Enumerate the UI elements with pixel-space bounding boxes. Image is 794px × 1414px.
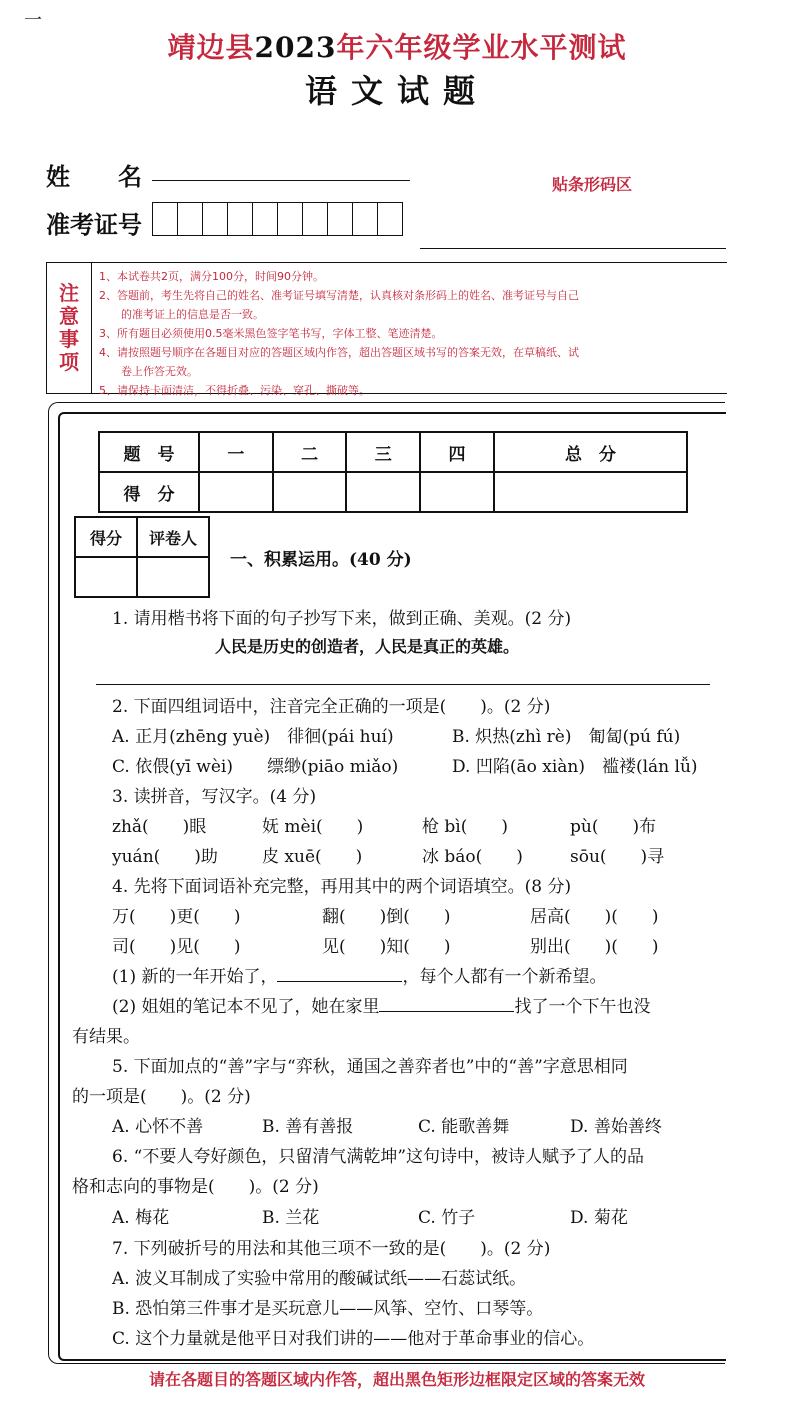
exam-id-boxes[interactable] [152,202,403,236]
pinyin-item: yuán( )助 [112,847,218,867]
subject-title: 语文试题 [304,72,489,110]
grader-score-label: 得分 [75,517,137,557]
score-cell[interactable] [273,472,347,512]
notice-title-char: 意 [59,304,79,328]
pinyin-item: 冰 báo( ) [422,847,523,867]
score-header-cell: 三 [346,432,420,472]
grader-table-header-row [75,517,209,557]
title-year: 2023 [254,31,337,64]
id-digit-box[interactable] [253,203,278,235]
question-2-option-a: A. 正月(zhēng yuè) 徘徊(pái huí) [112,727,394,747]
section-1-title: 一、积累运用。(40 分) [230,550,412,570]
id-digit-box[interactable] [153,203,178,235]
notice-item: 1、本试卷共2页，满分100分，时间90分钟。 [99,270,324,283]
grader-name-cell[interactable] [137,557,209,597]
footer-warning: 请在各题目的答题区域内作答，超出黑色矩形边框限定区域的答案无效 [148,1370,645,1389]
question-5: 5. 下面加点的“善”字与“弈秋，通国之善弈者也”中的“善”字意思相同 [112,1057,628,1077]
idiom-item: 万( )更( ) [112,907,241,927]
question-6: 6. “不要人夸好颜色，只留清气满乾坤”这句诗中，被诗人赋予了人的品 [112,1147,645,1167]
score-header-cell: 四 [420,432,494,472]
question-2-option-c: C. 依偎(yī wèi) 缥缈(piāo miǎo) [112,757,399,777]
idiom-item: 居高( )( ) [530,907,659,927]
notice-title-char: 事 [59,327,79,351]
pinyin-item: 枪 bì( ) [422,817,508,837]
notice-box [46,262,727,397]
question-7: 7. 下列破折号的用法和其他三项不一致的是( )。(2 分) [112,1239,551,1259]
id-digit-box[interactable] [328,203,353,235]
exam-id-label: 准考证号 [46,210,142,239]
notice-item: 2、答题前，考生先将自己的姓名、准考证号填写清楚，认真核对条形码上的姓名、准考证号与自己 [99,289,579,302]
question-6-option: B. 兰花 [262,1208,320,1228]
sentence-2-start: (2) 姐姐的笔记本不见了，她在家里 [112,997,380,1017]
pinyin-item: 妩 mèi( ) [262,817,364,837]
name-label: 姓 名 [46,162,142,191]
score-table-header-row [99,432,687,472]
id-digit-box[interactable] [203,203,228,235]
pinyin-item: 皮 xuē( ) [262,847,363,867]
score-header-cell: 二 [273,432,347,472]
question-1-sentence: 人民是历史的创造者，人民是真正的英雄。 [215,637,520,656]
question-7-option-a: A. 波义耳制成了实验中常用的酸碱试纸——石蕊试纸。 [112,1269,527,1289]
question-5-option: B. 善有善报 [262,1117,354,1137]
question-5-option: A. 心怀不善 [112,1117,204,1137]
sentence-2-end: 找了一个下午也没 [514,997,651,1017]
question-4: 4. 先将下面词语补充完整，再用其中的两个词语填空。(8 分) [112,877,572,897]
score-cell[interactable] [199,472,273,512]
question-1: 1. 请用楷书将下面的句子抄写下来，做到正确、美观。(2 分) [112,609,572,629]
question-5-option: D. 善始善终 [570,1117,662,1137]
notice-item: 3、所有题目必须使用0.5毫米黑色签字笔书写，字体工整、笔迹清楚。 [99,327,443,340]
title-county: 靖边县 [167,31,255,64]
question-4-sentence-1 [112,962,606,987]
blank-2[interactable] [379,994,514,1012]
question-1-answer-line[interactable] [96,684,710,685]
exam-title [0,26,794,66]
idiom-item: 见( )知( ) [322,937,451,957]
score-cell[interactable] [346,472,420,512]
grader-table [74,516,210,598]
score-table-score-row [99,472,687,512]
pinyin-item: zhǎ( )眼 [112,817,207,837]
barcode-area-label: 贴条形码区 [552,175,633,194]
idiom-item: 别出( )( ) [530,937,659,957]
question-6-cont: 格和志向的事物是( )。(2 分) [72,1177,319,1197]
question-4-sentence-2-cont: 有结果。 [72,1027,140,1047]
question-6-option: D. 菊花 [570,1208,628,1228]
question-5-cont: 的一项是( )。(2 分) [72,1087,251,1107]
question-5-option: C. 能歌善舞 [418,1117,510,1137]
question-7-option-b: B. 恐怕第三件事才是买玩意儿——风筝、空竹、口琴等。 [112,1299,544,1319]
score-row-label: 得 分 [99,472,199,512]
sentence-1-start: (1) 新的一年开始了， [112,967,278,987]
grader-score-cell[interactable] [75,557,137,597]
question-6-option: A. 梅花 [112,1208,170,1228]
grader-name-label: 评卷人 [137,517,209,557]
score-cell[interactable] [494,472,687,512]
blank-1[interactable] [277,964,402,982]
score-header-cell: 一 [199,432,273,472]
notice-item: 4、请按照题号顺序在各题目对应的答题区域内作答，超出答题区域书写的答案无效，在草稿纸、试 [99,346,579,359]
question-6-option: C. 竹子 [418,1208,476,1228]
name-field[interactable] [152,154,410,181]
question-4-sentence-2 [112,992,650,1017]
notice-list [99,267,729,400]
notice-title-char: 项 [59,350,79,374]
question-2-option-b: B. 炽热(zhì rè) 匍匐(pú fú) [452,727,681,747]
notice-item: 的准考证上的信息是否一致。 [99,308,264,321]
title-exam-name: 年六年级学业水平测试 [336,31,627,64]
id-digit-box[interactable] [228,203,253,235]
notice-title [47,263,92,393]
score-header-cell: 题 号 [99,432,199,472]
id-digit-box[interactable] [303,203,328,235]
pinyin-item: pù( )布 [570,817,657,837]
corner-mark: 一 [24,10,42,31]
score-table [98,431,688,513]
score-cell[interactable] [420,472,494,512]
notice-item: 卷上作答无效。 [99,365,198,378]
id-digit-box[interactable] [378,203,402,235]
pinyin-item: sōu( )寻 [570,847,665,867]
question-2: 2. 下面四组词语中，注音完全正确的一项是( )。(2 分) [112,697,551,717]
barcode-area-border [420,248,726,249]
score-header-cell: 总 分 [494,432,687,472]
idiom-item: 翻( )倒( ) [322,907,451,927]
notice-title-char: 注 [59,281,79,305]
grader-table-input-row [75,557,209,597]
id-digit-box[interactable] [178,203,203,235]
idiom-item: 司( )见( ) [112,937,241,957]
notice-item: 5、请保持卡面清洁，不得折叠、污染、穿孔、撕破等。 [99,384,370,397]
sentence-1-end: ，每个人都有一个新希望。 [402,967,607,987]
id-digit-box[interactable] [353,203,378,235]
id-digit-box[interactable] [278,203,303,235]
question-3: 3. 读拼音，写汉字。(4 分) [112,787,317,807]
question-7-option-c: C. 这个力量就是他平日对我们讲的——他对于革命事业的信心。 [112,1329,595,1349]
question-2-option-d: D. 凹陷(āo xiàn) 褴褛(lán lǚ) [452,757,698,777]
